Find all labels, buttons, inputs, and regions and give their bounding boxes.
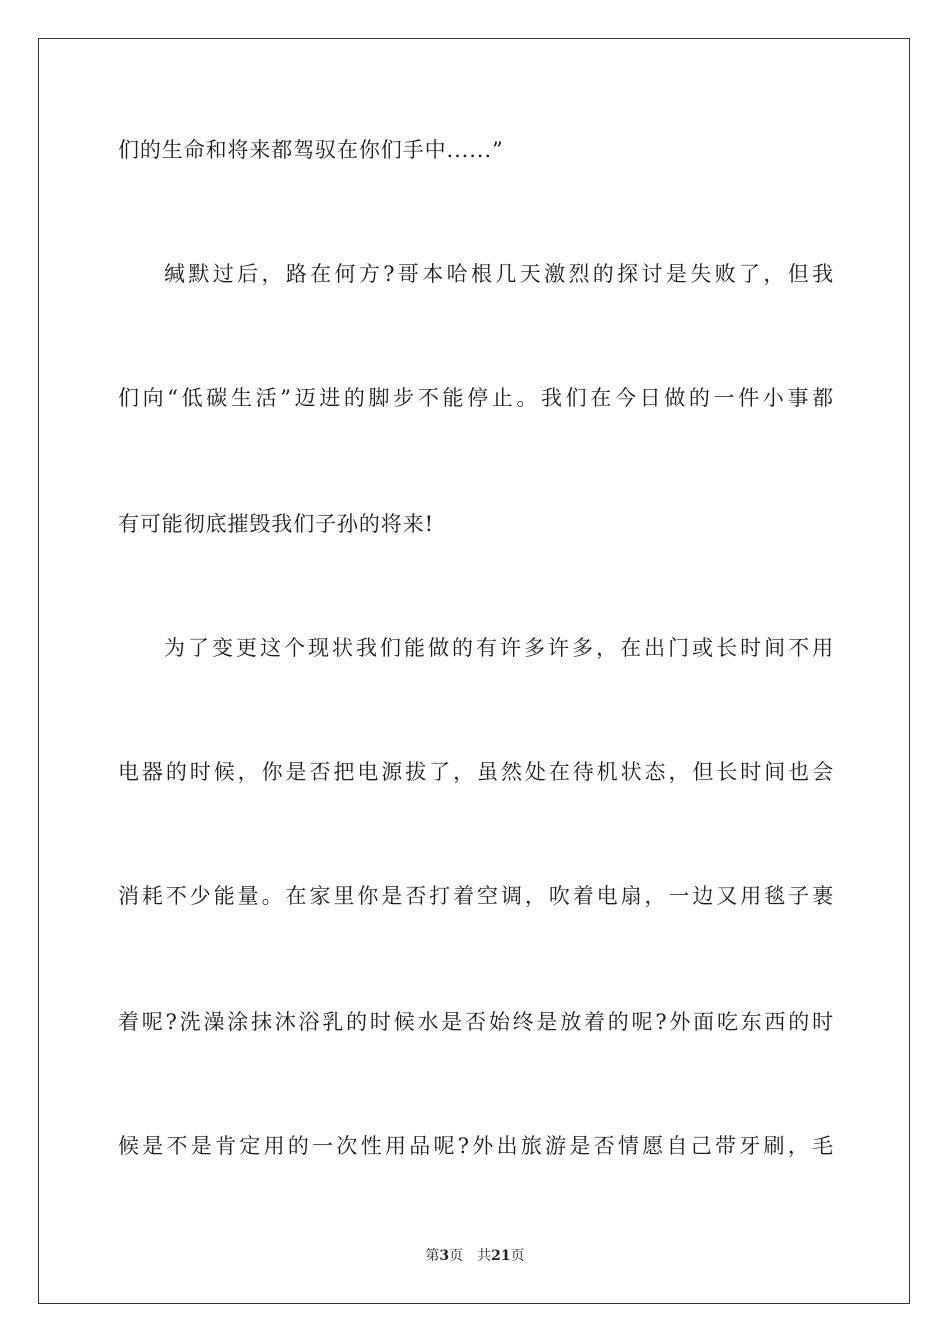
total-pages: 21 xyxy=(491,1248,511,1264)
body-text-line: 们的生命和将来都驾驭在你们手中......” xyxy=(118,138,504,162)
total-prefix: 共 xyxy=(477,1248,492,1264)
page-prefix: 第 xyxy=(425,1248,440,1264)
body-text-line: 缄默过后，路在何方?哥本哈根几天激烈的探讨是失败了，但我 xyxy=(164,262,834,286)
body-text-line: 着呢?洗澡涂抹沐浴乳的时候水是否始终是放着的呢?外面吃东西的时 xyxy=(118,1010,834,1034)
body-text-line: 有可能彻底摧毁我们子孙的将来! xyxy=(118,512,434,536)
body-text-line: 为了变更这个现状我们能做的有许多许多，在出门或长时间不用 xyxy=(164,636,834,660)
page-number: 3 xyxy=(439,1248,450,1264)
total-suffix: 页 xyxy=(510,1248,525,1264)
page-suffix: 页 xyxy=(449,1248,464,1264)
page-border xyxy=(38,38,910,1304)
body-text-line: 候是不是肯定用的一次性用品呢?外出旅游是否情愿自己带牙刷，毛 xyxy=(118,1134,834,1158)
body-text-line: 电器的时候，你是否把电源拔了，虽然处在待机状态，但长时间也会 xyxy=(118,760,834,784)
body-text-line: 消耗不少能量。在家里你是否打着空调，吹着电扇，一边又用毯子裹 xyxy=(118,884,834,908)
body-text-line: 们向“低碳生活”迈进的脚步不能停止。我们在今日做的一件小事都 xyxy=(118,386,834,410)
page-footer xyxy=(0,1246,950,1266)
